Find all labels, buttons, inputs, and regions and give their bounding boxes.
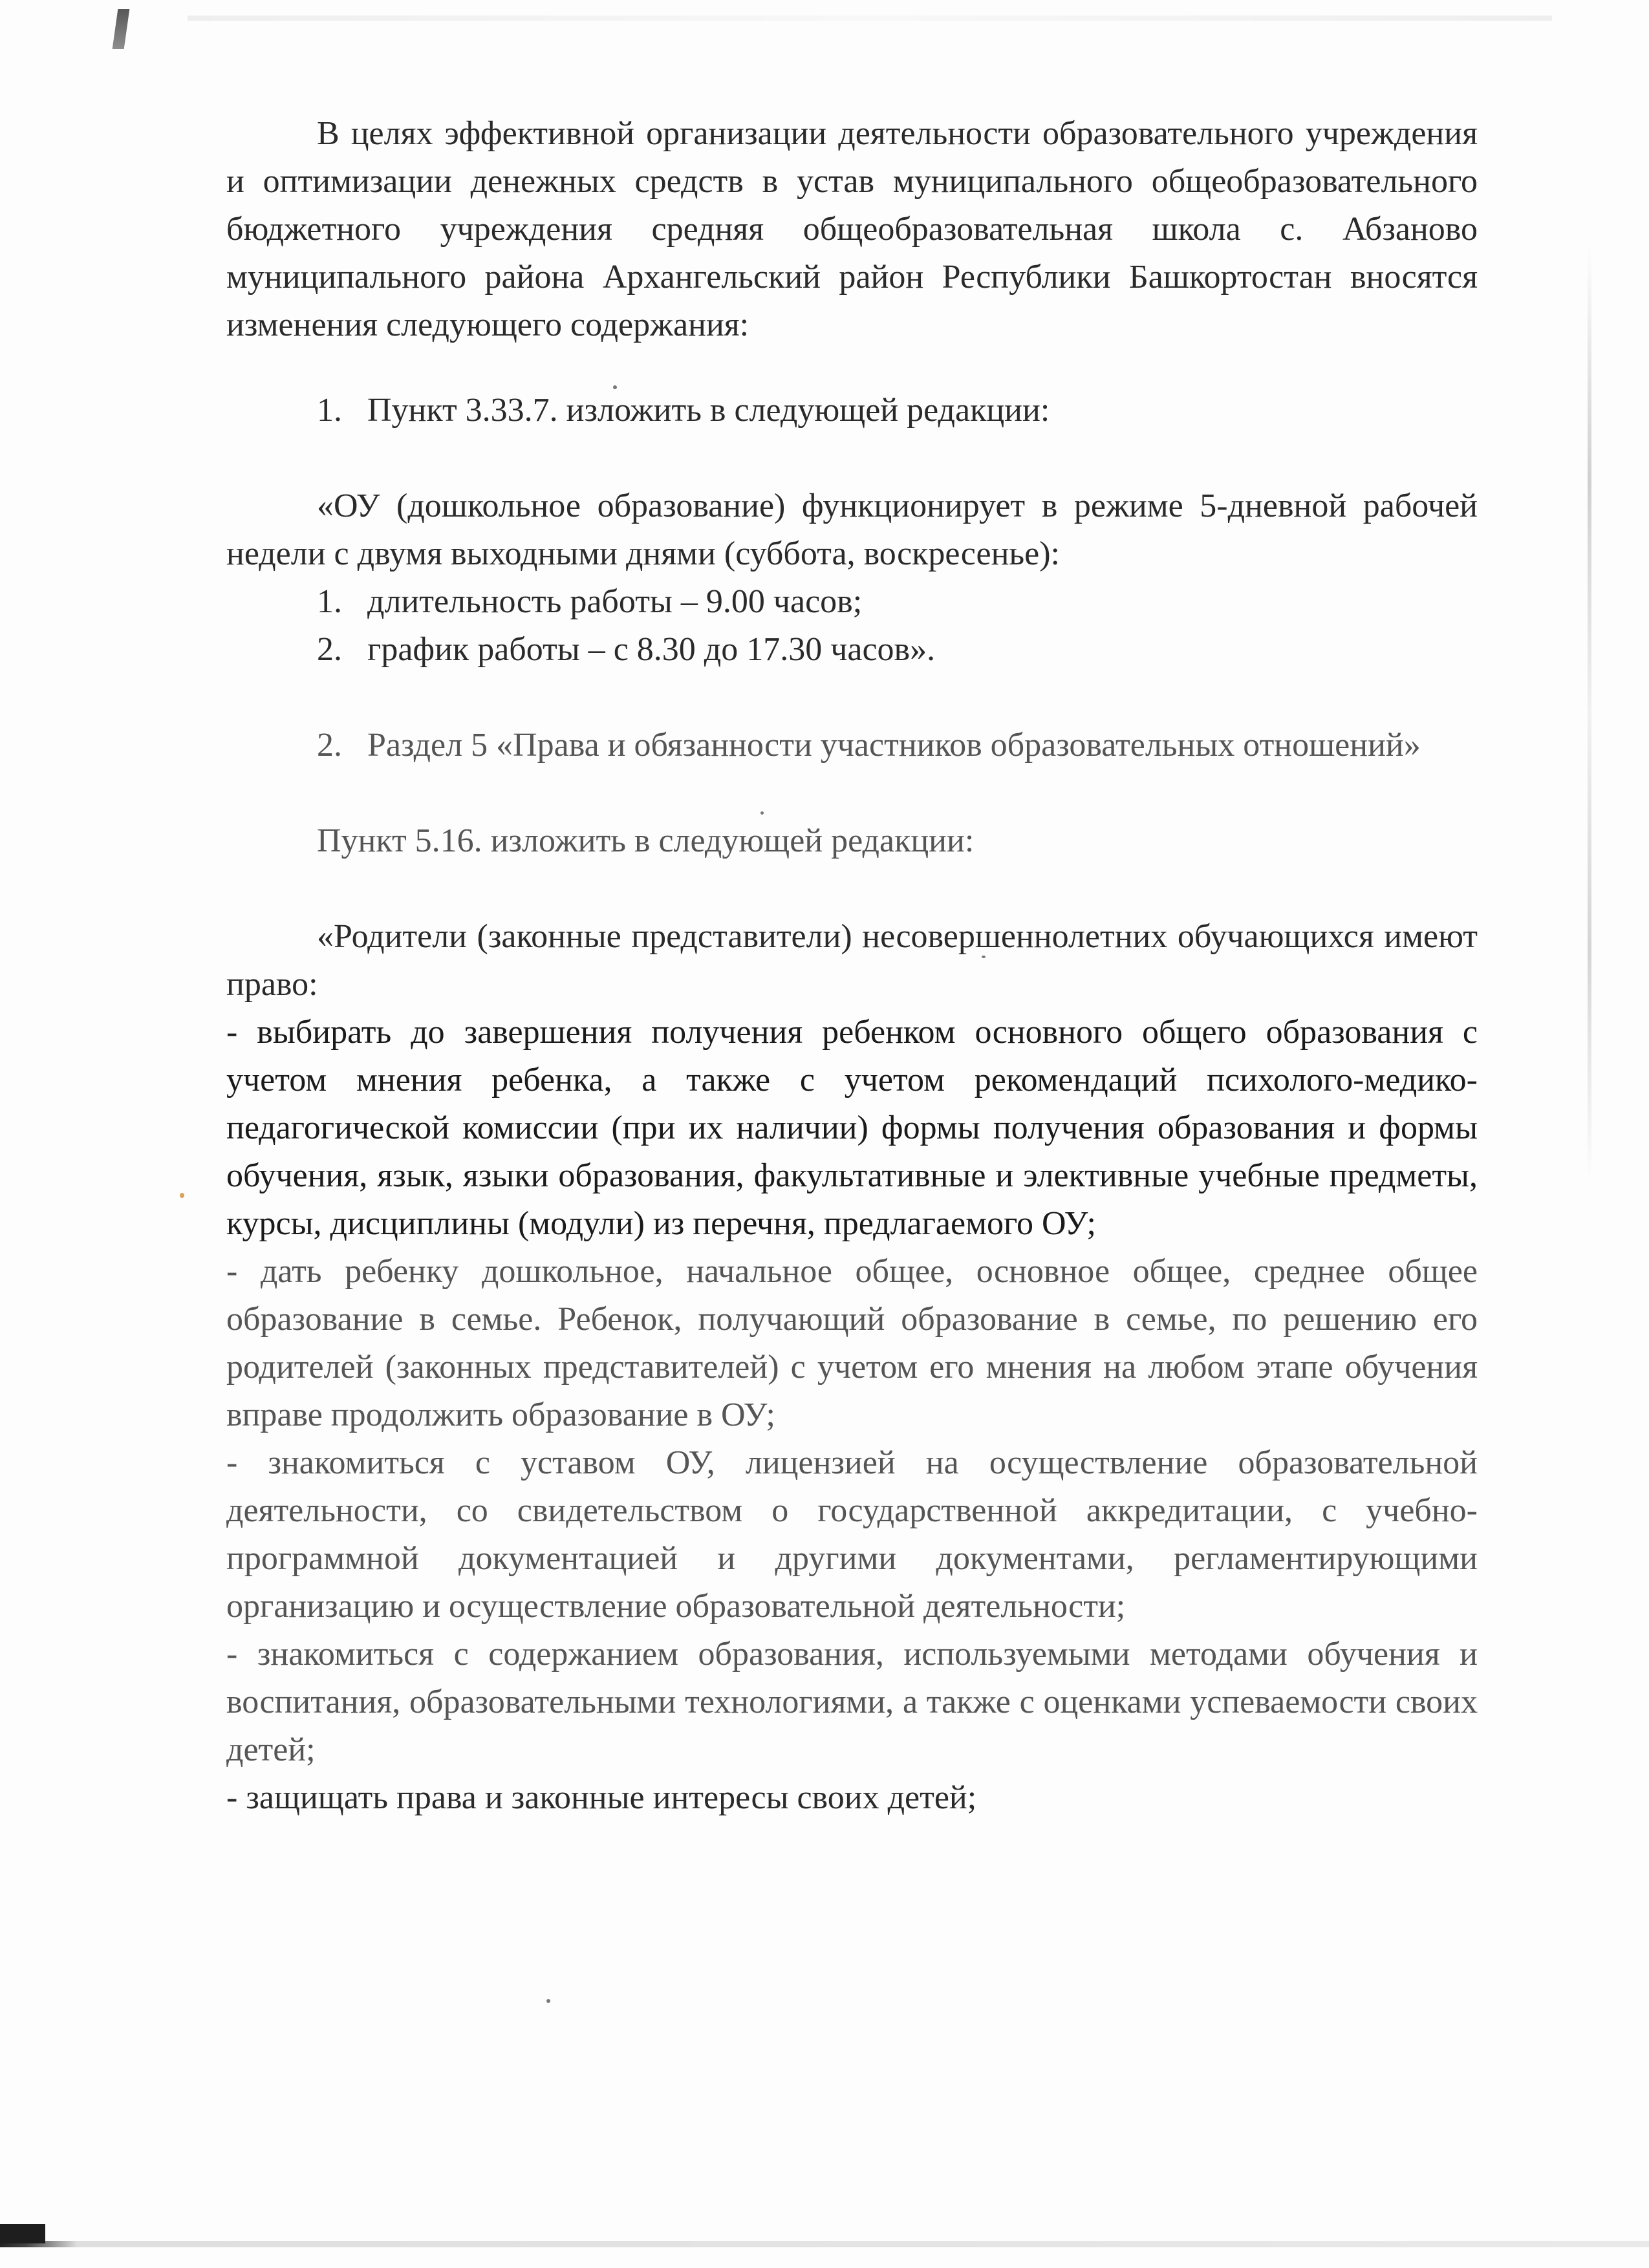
quote-paragraph: «ОУ (дошкольное образование) функционирует в режиме 5-дневной рабочей недели с двумя выходными днями (суббота, воскресенье): bbox=[226, 487, 1478, 572]
parents-intro: «Родители (законные представители) несовершеннолетних обучающихся имеют право: bbox=[226, 918, 1478, 1003]
item-1 bbox=[226, 387, 1478, 434]
clause-heading: Пункт 5.16. изложить в следующей редакции: bbox=[317, 822, 975, 859]
scan-edge-shadow-bottom bbox=[0, 2241, 1649, 2247]
right-item: - дать ребенку дошкольное, начальное общее, основное общее, среднее общее образование в семье. Ребенок, получающий образование в семье, по решению его родителей (законных представителей) с учетом его мнения на любом этапе обучения вправе продолжить образование в ОУ; bbox=[226, 1253, 1478, 1433]
right-item: - знакомиться с уставом ОУ, лицензией на осуществление образовательной деятельности, со свидетельством о государственной аккредитации, с учебно-программной документацией и другими документами, регламентирующими организацию и осуществление образовательной деятельности; bbox=[226, 1444, 1478, 1625]
item-2-text: Раздел 5 «Права и обязанности участников образовательных отношений» bbox=[367, 727, 1421, 764]
scan-artifact-mark bbox=[113, 9, 130, 49]
right-item: - выбирать до завершения получения ребенком основного общего образования с учетом мнения ребенка, а также с учетом рекомендаций психолого-медико-педагогической комиссии (при их наличии) формы получения образования и формы обучения, язык, языки образования, факультативные и элективные учебные предметы, курсы, дисциплины (модули) из перечня, предлагаемого ОУ; bbox=[226, 1014, 1478, 1242]
item-2-number: 2. bbox=[317, 727, 342, 764]
item-2 bbox=[226, 722, 1478, 769]
item-1-text: Пункт 3.33.7. изложить в следующей редакции: bbox=[367, 392, 1050, 429]
right-item: - знакомиться с содержанием образования, используемыми методами обучения и воспитания, образовательными технологиями, а также с оценками успеваемости своих детей; bbox=[226, 1636, 1478, 1768]
item-1-number: 1. bbox=[317, 392, 342, 429]
scan-edge-shadow bbox=[188, 16, 1552, 21]
right-item: - защищать права и законные интересы своих детей; bbox=[226, 1779, 977, 1816]
subitem-1-text: длительность работы – 9.00 часов; bbox=[367, 583, 863, 620]
subitem-1 bbox=[226, 578, 1478, 626]
intro-paragraph: В целях эффективной организации деятельности образовательного учреждения и оптимизации денежных средств в устав муниципального общеобразовательного бюджетного учреждения средняя общеобразовательная школа с. Абзаново муниципального района Архангельский район Республики Башкортостан вносятся изменения следующего содержания: bbox=[226, 115, 1478, 343]
scan-edge-shadow-right bbox=[1588, 246, 1591, 1183]
subitem-2-number: 2. bbox=[317, 631, 342, 668]
subitem-2 bbox=[226, 626, 1478, 674]
subitem-1-number: 1. bbox=[317, 583, 342, 620]
scan-corner-artifact bbox=[0, 2224, 45, 2243]
subitem-2-text: график работы – с 8.30 до 17.30 часов». bbox=[367, 631, 936, 668]
scan-speck bbox=[546, 1999, 550, 2003]
scan-speck bbox=[180, 1193, 184, 1198]
document-body bbox=[226, 110, 1478, 1822]
